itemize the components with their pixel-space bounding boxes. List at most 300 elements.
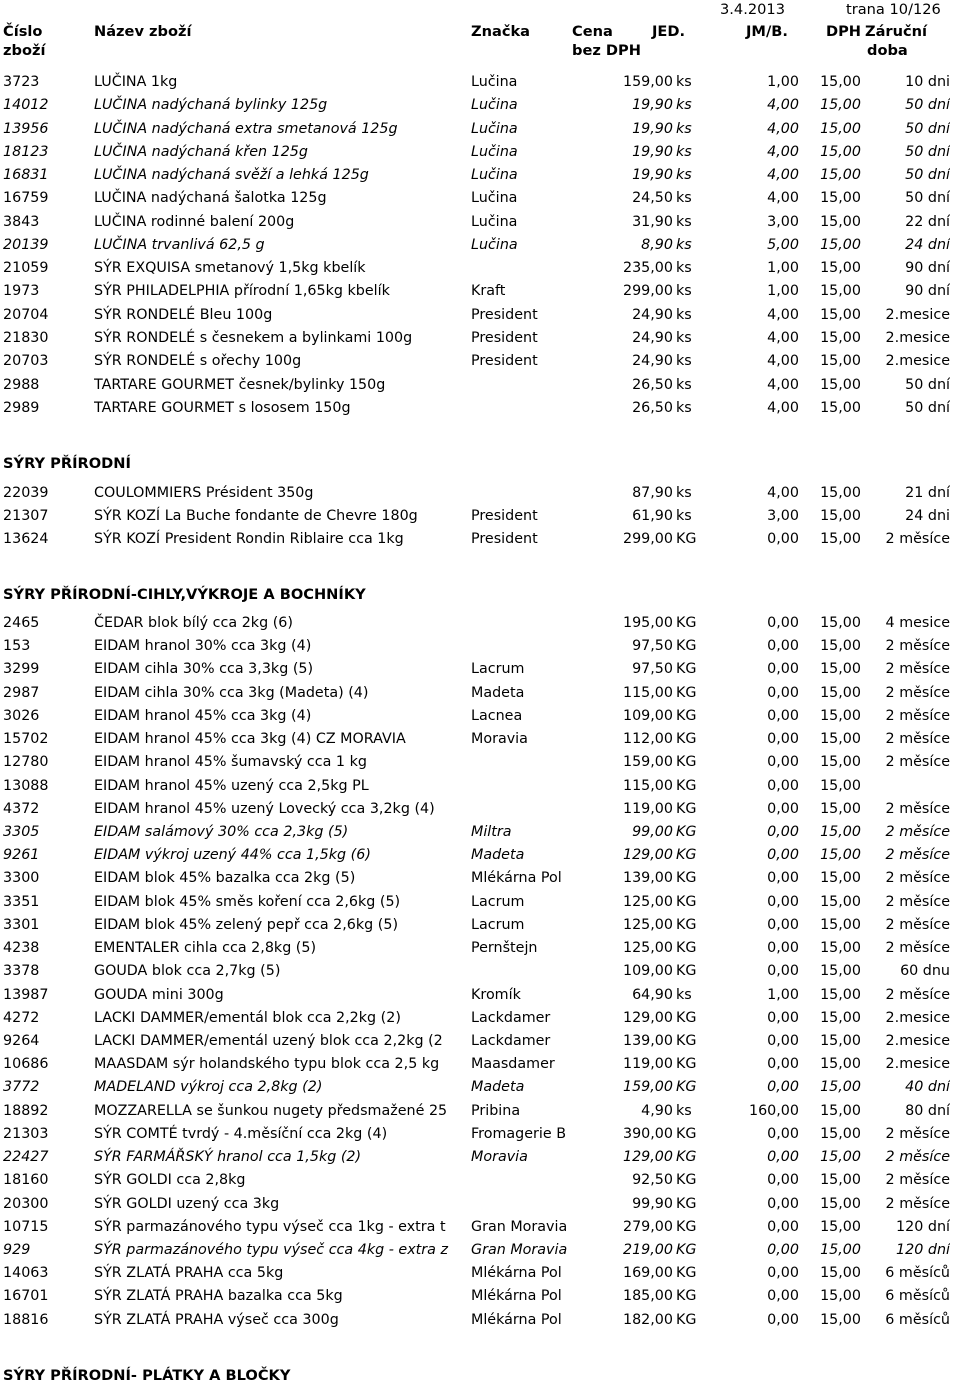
cell-unit: KG: [676, 684, 697, 701]
cell-brand: President: [471, 353, 538, 370]
cell-war: 24 dní: [905, 236, 950, 253]
cell-num: 21830: [3, 330, 49, 346]
cell-name: TARTARE GOURMET s lososem 150g: [94, 399, 351, 416]
cell-vat: 15,00: [820, 754, 861, 771]
col-header-price: Cena: [572, 23, 613, 40]
cell-war: 50 dní: [905, 143, 950, 160]
cell-name: EIDAM salámový 30% cca 2,3kg (5): [94, 824, 349, 840]
cell-brand: Lacnea: [471, 707, 523, 724]
col-header-warranty: Záruční: [865, 23, 928, 40]
cell-qty: 0,00: [767, 1056, 799, 1073]
cell-name: EIDAM hranol 45% uzený Lovecký cca 3,2kg (4): [94, 800, 435, 817]
cell-price: 119,00: [622, 800, 673, 817]
cell-unit: KG: [676, 847, 697, 864]
cell-num: 3026: [3, 707, 40, 724]
cell-name: LACKI DAMMER/ementál blok cca 2,2kg (2): [94, 1009, 401, 1026]
cell-price: 169,00: [622, 1265, 673, 1282]
cell-name: ČEDAR blok bílý cca 2kg (6): [94, 615, 293, 631]
cell-unit: ks: [676, 97, 692, 114]
cell-qty: 0,00: [767, 870, 799, 887]
cell-war: 6 měsíců: [885, 1265, 950, 1282]
cell-price: 26,50: [632, 399, 673, 416]
cell-unit: ks: [676, 986, 692, 1003]
cell-vat: 15,00: [820, 1056, 861, 1073]
cell-brand: Lacrum: [471, 916, 525, 933]
col-header-price-2: bez DPH: [572, 42, 641, 59]
cell-price: 97,50: [632, 638, 673, 655]
cell-unit: KG: [676, 661, 697, 678]
table-row: [0, 257, 960, 279]
table-row: [0, 280, 960, 302]
table-row: [0, 1053, 960, 1075]
cell-unit: KG: [676, 707, 697, 724]
cell-price: 159,00: [622, 74, 673, 90]
cell-name: GOUDA blok cca 2,7kg (5): [94, 963, 281, 980]
cell-brand: Lackdamer: [471, 1033, 551, 1049]
cell-unit: KG: [676, 1172, 697, 1189]
table-row: [0, 612, 960, 634]
table-row: [0, 705, 960, 727]
cell-num: 16759: [3, 190, 49, 207]
cell-war: 2 měsíce: [885, 731, 950, 748]
cell-num: 3843: [3, 213, 40, 230]
cell-brand: Fromagerie B: [471, 1125, 567, 1142]
table-row: [0, 1007, 960, 1029]
cell-name: LUČINA rodinné balení 200g: [94, 213, 295, 230]
cell-price: 61,90: [632, 508, 673, 525]
cell-vat: 15,00: [820, 353, 861, 370]
cell-num: 18123: [3, 143, 49, 160]
table-row: [0, 937, 960, 959]
cell-name: SÝR RONDELÉ s ořechy 100g: [94, 353, 302, 370]
cell-vat: 15,00: [820, 684, 861, 701]
table-row: [0, 187, 960, 209]
cell-qty: 0,00: [767, 1149, 799, 1166]
col-header-vat: DPH: [826, 23, 862, 40]
cell-war: 2 měsíce: [885, 870, 950, 887]
cell-price: 24,90: [632, 353, 673, 370]
cell-num: 22039: [3, 485, 49, 501]
cell-num: 1973: [3, 283, 40, 300]
cell-brand: Moravia: [471, 731, 528, 748]
cell-price: 19,90: [632, 97, 673, 114]
table-row: [0, 751, 960, 773]
cell-vat: 15,00: [820, 638, 861, 655]
cell-brand: Madeta: [471, 847, 525, 864]
section-title-slices: SÝRY PŘÍRODNÍ- PLÁTKY A BLOČKY: [3, 1367, 291, 1384]
cell-price: 125,00: [622, 893, 673, 910]
cell-unit: ks: [676, 376, 692, 393]
cell-war: 6 měsíců: [885, 1288, 950, 1305]
cell-qty: 0,00: [767, 707, 799, 724]
cell-qty: 1,00: [767, 283, 799, 300]
cell-price: 8,90: [641, 236, 673, 253]
cell-vat: 15,00: [820, 1311, 861, 1328]
cell-war: 4 mesice: [885, 615, 950, 631]
col-header-brand: Značka: [471, 23, 531, 40]
cell-price: 24,90: [632, 306, 673, 323]
cell-brand: President: [471, 508, 538, 525]
cell-price: 19,90: [632, 143, 673, 160]
cell-num: 13088: [3, 777, 49, 794]
cell-war: 50 dní: [905, 399, 950, 416]
cell-name: SÝR GOLDI cca 2,8kg: [94, 1172, 246, 1189]
cell-name: SÝR KOZÍ President Rondin Riblaire cca 1kg: [94, 531, 404, 548]
table-row: [0, 397, 960, 419]
cell-war: 40 dní: [905, 1079, 950, 1096]
cell-name: EIDAM hranol 30% cca 3kg (4): [94, 638, 312, 655]
cell-unit: KG: [676, 893, 697, 910]
cell-name: GOUDA mini 300g: [94, 986, 224, 1003]
cell-num: 153: [3, 638, 31, 655]
cell-num: 2988: [3, 376, 40, 393]
cell-unit: KG: [676, 1311, 697, 1328]
cell-num: 21303: [3, 1125, 49, 1142]
cell-vat: 15,00: [820, 986, 861, 1003]
cell-war: 90 dní: [905, 283, 950, 300]
cell-vat: 15,00: [820, 940, 861, 957]
cell-war: 2.mesice: [885, 1009, 950, 1026]
cell-name: EIDAM hranol 45% cca 3kg (4): [94, 707, 312, 724]
cell-price: 139,00: [622, 870, 673, 887]
cell-war: 2 měsíce: [885, 661, 950, 678]
cell-qty: 0,00: [767, 1265, 799, 1282]
cell-price: 115,00: [622, 684, 673, 701]
cell-brand: President: [471, 531, 538, 548]
cell-unit: ks: [676, 353, 692, 370]
cell-qty: 4,00: [767, 190, 799, 207]
cell-unit: KG: [676, 754, 697, 771]
cell-vat: 15,00: [820, 707, 861, 724]
cell-price: 279,00: [622, 1218, 673, 1235]
cell-name: LUČINA nadýchaná křen 125g: [94, 143, 308, 160]
cell-price: 195,00: [622, 615, 673, 631]
cell-num: 2465: [3, 615, 40, 631]
cell-name: LACKI DAMMER/ementál uzený blok cca 2,2kg (2: [94, 1033, 443, 1049]
cell-war: 2 měsíce: [885, 847, 950, 864]
cell-vat: 15,00: [820, 283, 861, 300]
cell-war: 2 měsíce: [885, 916, 950, 933]
cell-name: SÝR FARMÁŘSKÝ hranol cca 1,5kg (2): [94, 1149, 362, 1166]
table-row: [0, 1216, 960, 1238]
table-row: [0, 234, 960, 256]
cell-qty: 0,00: [767, 777, 799, 794]
cell-war: 2.mesice: [885, 306, 950, 323]
cell-num: 9261: [3, 847, 40, 864]
table-row: [0, 164, 960, 186]
cell-qty: 0,00: [767, 847, 799, 864]
cell-vat: 15,00: [820, 143, 861, 160]
cell-num: 929: [3, 1241, 31, 1258]
table-row: [0, 635, 960, 657]
cell-unit: KG: [676, 1033, 697, 1049]
cell-war: 120 dní: [896, 1218, 950, 1235]
cell-unit: ks: [676, 213, 692, 230]
cell-name: MADELAND výkroj cca 2,8kg (2): [94, 1079, 323, 1096]
cell-vat: 15,00: [820, 1288, 861, 1305]
cell-unit: KG: [676, 1125, 697, 1142]
cell-unit: ks: [676, 167, 692, 184]
table-row: [0, 304, 960, 326]
table-row: [0, 1100, 960, 1122]
cell-brand: Lackdamer: [471, 1009, 551, 1026]
cell-num: 16831: [3, 167, 49, 184]
cell-name: LUČINA nadýchaná bylinky 125g: [94, 97, 328, 114]
cell-name: SÝR PHILADELPHIA přírodní 1,65kg kbelík: [94, 283, 390, 300]
cell-brand: Moravia: [471, 1149, 528, 1166]
cell-vat: 15,00: [820, 306, 861, 323]
cell-unit: ks: [676, 143, 692, 160]
cell-price: 31,90: [632, 213, 673, 230]
cell-qty: 4,00: [767, 167, 799, 184]
table-row: [0, 211, 960, 233]
cell-num: 3378: [3, 963, 40, 980]
cell-price: 129,00: [622, 1009, 673, 1026]
cell-unit: KG: [676, 1056, 697, 1073]
cell-price: 4,90: [641, 1102, 673, 1119]
table-row: [0, 1239, 960, 1261]
cell-war: 2 měsíce: [885, 986, 950, 1003]
cell-brand: Lučina: [471, 120, 518, 137]
cell-war: 2 měsíce: [885, 1195, 950, 1212]
table-row: [0, 505, 960, 527]
table-row: [0, 528, 960, 550]
cell-war: 50 dní: [905, 190, 950, 207]
cell-vat: 15,00: [820, 190, 861, 207]
cell-qty: 160,00: [748, 1102, 799, 1119]
cell-price: 87,90: [632, 485, 673, 501]
cell-brand: Mlékárna Pol: [471, 870, 562, 887]
cell-war: 2 měsíce: [885, 824, 950, 840]
cell-vat: 15,00: [820, 1241, 861, 1258]
cell-name: SÝR ZLATÁ PRAHA bazalka cca 5kg: [94, 1288, 343, 1305]
cell-brand: Pernštejn: [471, 940, 538, 957]
cell-brand: Lučina: [471, 213, 518, 230]
cell-qty: 0,00: [767, 1009, 799, 1026]
cell-unit: KG: [676, 963, 697, 980]
cell-qty: 0,00: [767, 800, 799, 817]
cell-war: 10 dni: [905, 74, 950, 90]
cell-unit: KG: [676, 1218, 697, 1235]
table-row: [0, 867, 960, 889]
cell-qty: 0,00: [767, 754, 799, 771]
cell-price: 125,00: [622, 916, 673, 933]
cell-num: 3301: [3, 916, 40, 933]
cell-vat: 15,00: [820, 731, 861, 748]
cell-unit: KG: [676, 940, 697, 957]
cell-num: 16701: [3, 1288, 49, 1305]
cell-qty: 4,00: [767, 143, 799, 160]
cell-unit: KG: [676, 1079, 697, 1096]
cell-qty: 4,00: [767, 353, 799, 370]
cell-qty: 0,00: [767, 940, 799, 957]
cell-brand: Kromík: [471, 986, 521, 1003]
table-row: [0, 1285, 960, 1307]
cell-name: EIDAM výkroj uzený 44% cca 1,5kg (6): [94, 847, 371, 864]
cell-name: SÝR ZLATÁ PRAHA výseč cca 300g: [94, 1311, 339, 1328]
cell-price: 139,00: [622, 1033, 673, 1049]
cell-war: 60 dnu: [900, 963, 950, 980]
cell-unit: ks: [676, 306, 692, 323]
cell-name: SÝR KOZÍ La Buche fondante de Chevre 180g: [94, 508, 418, 525]
cell-price: 97,50: [632, 661, 673, 678]
table-row: [0, 374, 960, 396]
table-row: [0, 682, 960, 704]
cell-brand: Lučina: [471, 143, 518, 160]
table-row: [0, 1030, 960, 1052]
cell-price: 92,50: [632, 1172, 673, 1189]
cell-num: 9264: [3, 1033, 40, 1049]
cell-name: SÝR parmazánového typu výseč cca 1kg - extra t: [94, 1218, 446, 1235]
cell-war: 2 měsíce: [885, 707, 950, 724]
cell-num: 3723: [3, 74, 40, 90]
cell-qty: 3,00: [767, 213, 799, 230]
table-row: [0, 844, 960, 866]
cell-vat: 15,00: [820, 1218, 861, 1235]
cell-price: 129,00: [622, 1149, 673, 1166]
col-header-name: Název zboží: [94, 23, 192, 40]
cell-unit: KG: [676, 638, 697, 655]
cell-name: SÝR RONDELÉ Bleu 100g: [94, 306, 273, 323]
cell-unit: ks: [676, 236, 692, 253]
table-row: [0, 482, 960, 504]
table-row: [0, 141, 960, 163]
section-title-natural-cheeses: SÝRY PŘÍRODNÍ: [3, 455, 131, 472]
cell-unit: KG: [676, 731, 697, 748]
cell-name: MOZZARELLA se šunkou nugety předsmažené 25: [94, 1102, 448, 1119]
cell-vat: 15,00: [820, 236, 861, 253]
cell-price: 119,00: [622, 1056, 673, 1073]
cell-unit: ks: [676, 120, 692, 137]
cell-war: 2 měsíce: [885, 893, 950, 910]
col-header-warranty-2: doba: [867, 42, 908, 59]
cell-vat: 15,00: [820, 1079, 861, 1096]
cell-unit: KG: [676, 615, 697, 631]
cell-qty: 0,00: [767, 824, 799, 840]
cell-vat: 15,00: [820, 847, 861, 864]
cell-war: 90 dní: [905, 260, 950, 277]
cell-brand: Lučina: [471, 236, 518, 253]
cell-qty: 0,00: [767, 1195, 799, 1212]
cell-price: 182,00: [622, 1311, 673, 1328]
cell-brand: Miltra: [471, 824, 512, 840]
cell-price: 112,00: [622, 731, 673, 748]
cell-unit: KG: [676, 870, 697, 887]
cell-vat: 15,00: [820, 661, 861, 678]
cell-num: 20703: [3, 353, 49, 370]
cell-price: 115,00: [622, 777, 673, 794]
cell-brand: Lučina: [471, 74, 518, 90]
cell-war: 80 dní: [905, 1102, 950, 1119]
print-date: 3.4.2013: [720, 1, 785, 18]
col-header-number-2: zboží: [3, 42, 46, 59]
cell-unit: ks: [676, 1102, 692, 1119]
cell-brand: Gran Moravia: [471, 1218, 568, 1235]
cell-num: 18892: [3, 1102, 49, 1119]
cell-price: 235,00: [622, 260, 673, 277]
table-row: [0, 94, 960, 116]
cell-qty: 0,00: [767, 1079, 799, 1096]
cell-war: 2 měsíce: [885, 684, 950, 701]
cell-war: 22 dní: [905, 213, 950, 230]
cell-price: 24,50: [632, 190, 673, 207]
table-row: [0, 984, 960, 1006]
cell-war: 2 měsíce: [885, 754, 950, 771]
cell-num: 3300: [3, 870, 40, 887]
table-row: [0, 891, 960, 913]
cell-name: LUČINA 1kg: [94, 74, 178, 90]
cell-war: 6 měsíců: [885, 1311, 950, 1328]
cell-unit: ks: [676, 190, 692, 207]
cell-name: LUČINA nadýchaná extra smetanová 125g: [94, 120, 398, 137]
cell-brand: Lacrum: [471, 893, 525, 910]
cell-num: 18160: [3, 1172, 49, 1189]
cell-num: 12780: [3, 754, 49, 771]
cell-name: EIDAM blok 45% zelený pepř cca 2,6kg (5): [94, 916, 399, 933]
cell-qty: 0,00: [767, 1125, 799, 1142]
cell-war: 50 dní: [905, 167, 950, 184]
cell-vat: 15,00: [820, 615, 861, 631]
cell-unit: ks: [676, 399, 692, 416]
cell-price: 185,00: [622, 1288, 673, 1305]
cell-qty: 1,00: [767, 74, 799, 90]
cell-unit: KG: [676, 824, 697, 840]
cell-num: 3305: [3, 824, 40, 840]
cell-war: 2.mesice: [885, 353, 950, 370]
cell-name: SÝR RONDELÉ s česnekem a bylinkami 100g: [94, 330, 413, 346]
cell-vat: 15,00: [820, 963, 861, 980]
table-row: [0, 1169, 960, 1191]
cell-price: 109,00: [622, 707, 673, 724]
cell-vat: 15,00: [820, 1195, 861, 1212]
cell-num: 13956: [3, 120, 49, 137]
cell-num: 20300: [3, 1195, 49, 1212]
cell-name: EIDAM cihla 30% cca 3kg (Madeta) (4): [94, 684, 369, 701]
cell-qty: 3,00: [767, 508, 799, 525]
cell-war: 2 měsíce: [885, 638, 950, 655]
cell-num: 3772: [3, 1079, 40, 1096]
cell-name: SÝR ZLATÁ PRAHA cca 5kg: [94, 1265, 284, 1282]
cell-war: 2.mesice: [885, 1056, 950, 1073]
cell-num: 21307: [3, 508, 49, 525]
cell-vat: 15,00: [820, 330, 861, 346]
cell-vat: 15,00: [820, 1009, 861, 1026]
cell-unit: KG: [676, 1149, 697, 1166]
cell-num: 3299: [3, 661, 40, 678]
table-row: [0, 798, 960, 820]
cell-vat: 15,00: [820, 916, 861, 933]
section-title-blocks-wedges: SÝRY PŘÍRODNÍ-CIHLY,VÝKROJE A BOCHNÍKY: [3, 586, 366, 603]
cell-name: MAASDAM sýr holandského typu blok cca 2,5 kg: [94, 1056, 440, 1073]
cell-qty: 0,00: [767, 731, 799, 748]
cell-brand: Mlékárna Pol: [471, 1265, 562, 1282]
table-row: [0, 960, 960, 982]
cell-vat: 15,00: [820, 1265, 861, 1282]
cell-unit: ks: [676, 508, 692, 525]
cell-unit: KG: [676, 916, 697, 933]
cell-num: 13624: [3, 531, 49, 548]
table-row: [0, 1076, 960, 1098]
table-row: [0, 775, 960, 797]
cell-vat: 15,00: [820, 74, 861, 90]
cell-brand: Lacrum: [471, 661, 525, 678]
cell-war: 2 měsíce: [885, 800, 950, 817]
cell-vat: 15,00: [820, 1102, 861, 1119]
table-row: [0, 1262, 960, 1284]
cell-qty: 0,00: [767, 638, 799, 655]
cell-vat: 15,00: [820, 485, 861, 501]
cell-qty: 0,00: [767, 1033, 799, 1049]
